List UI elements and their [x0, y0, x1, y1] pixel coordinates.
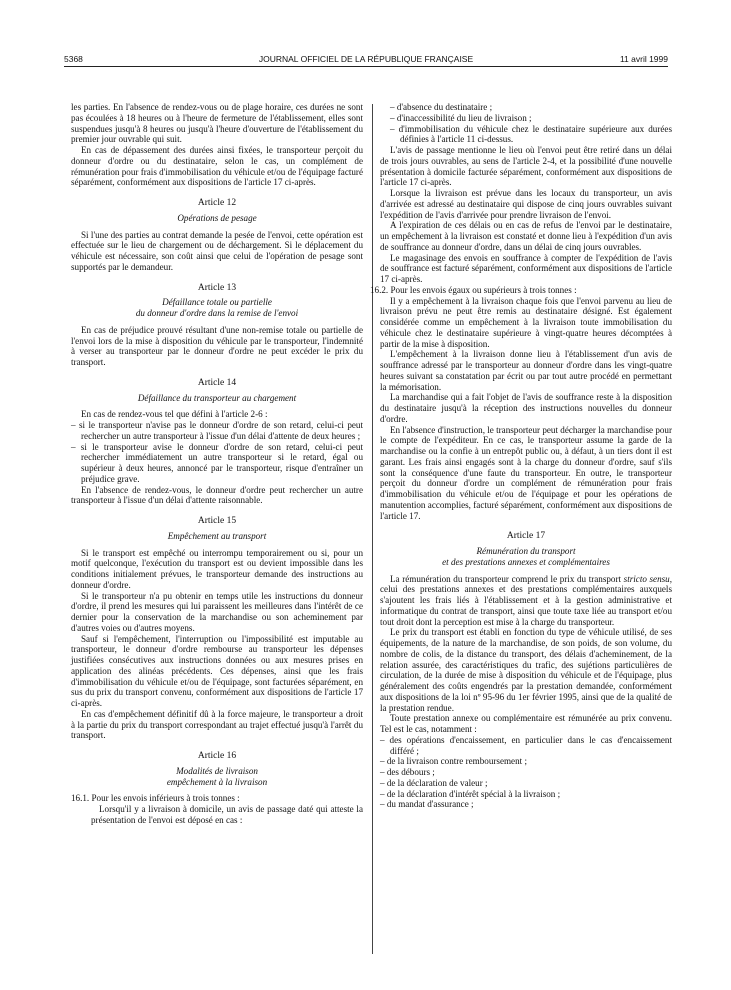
paragraph: L'empêchement à la livraison donne lieu à l'établissement d'un avis de souffrance adressé par le transporteur au donneur d'ordre dans les vingt-quatre heures suivant sa constatation par écrit ou par tout autre procédé en permettant la mémorisation.	[380, 349, 672, 392]
page-number: 5368	[64, 54, 83, 64]
article-heading: Article 12	[197, 198, 237, 208]
paragraph: En cas de préjudice prouvé résultant d'une non-remise totale ou partielle de l'envoi lors de la mise à disposition du véhicule par le transporteur, l'indemnité à verser au transporteur par le donneur d'ordre ne peut excéder le prix du transport.	[71, 324, 363, 367]
left-column	[71, 102, 363, 826]
paragraph: Il y a empêchement à la livraison chaque fois que l'envoi parvenu au lieu de livraison prévu ne peut être remis au destinataire désigné. Est également considérée comme un empêchement à la livraison toute immobilisation du véhicule chez le destinataire supérieure à vingt-quatre heures décomptées à partir de la mise à disposition.	[380, 295, 672, 349]
article-heading: Article 15	[197, 516, 237, 526]
list-item: – d'immobilisation du véhicule chez le destinataire supérieure aux durées définies à l'article 11 ci-dessus.	[390, 123, 672, 145]
paragraph: Lorsque la livraison est prévue dans les locaux du transporteur, un avis d'arrivée est adressé au destinataire qui dispose de cinq jours ouvrables suivant l'expédition de l'avis d'arrivée pour prendre livraison de l'envoi.	[380, 188, 672, 220]
paragraph: les parties. En l'absence de rendez-vous ou de plage horaire, ces durées ne sont pas écoulées à 18 heures ou à l'heure de fermeture de l'établissement, elles sont suspendues jusqu'à 8 heures ou jusqu'à l'heure d'ouverture de l'établissement du premier jour ouvrable qui suit.	[71, 102, 363, 145]
article-subtitle: du donneur d'ordre dans la remise de l'envoi	[135, 308, 299, 318]
text-run: La rémunération du transporteur comprend le prix du transport	[390, 573, 624, 584]
paragraph: A l'expiration de ces délais ou en cas de refus de l'envoi par le destinataire, un empêchement à la livraison est constaté et donne lieu à l'expédition d'un avis de souffrance au donneur d'ordre, dans un délai de cinq jours ouvrables.	[380, 220, 672, 252]
article-subtitle: et des prestations annexes et complémentaires	[442, 556, 610, 567]
list-item: – d'absence du destinataire ;	[390, 102, 493, 112]
list-item: – de la livraison contre remboursement ;	[380, 756, 527, 767]
list-item: – du mandat d'assurance ;	[380, 799, 474, 810]
article-subtitle: Défaillance du transporteur au chargement	[137, 392, 297, 403]
list-item: – de la déclaration de valeur ;	[380, 777, 488, 788]
paragraph: La marchandise qui a fait l'objet de l'avis de souffrance reste à la disposition du destinataire jusqu'à la réception des instructions nouvelles du donneur d'ordre.	[380, 392, 672, 424]
paragraph: Si le transport est empêché ou interrompu temporairement ou si, pour un motif quelconque, l'exécution du transport est ou devient impossible dans les conditions initialement prévues, le transporteur demande des instructions au donneur d'ordre.	[71, 547, 363, 590]
article-subtitle: Rémunération du transport	[476, 546, 576, 556]
article-subtitle: empêchement à la livraison	[166, 776, 268, 787]
article-heading: Article 13	[197, 282, 237, 293]
article-subtitle: Modalités de livraison	[176, 765, 258, 776]
paragraph: Le prix du transport est établi en fonction du type de véhicule utilisé, de ses équipements, de la nature de la marchandise, de son poids, de son volume, du nombre de colis, de la distance du transport, des délais d'acheminement, de la relation assurée, des caractéristiques du trafic, des sujétions particulières de circulation, de la durée de mise à disposition du véhicule et de l'équipage, plus généralement des coûts engendrés par la prestation demandée, conformément aux dispositions de la loi nº 95-96 du 1er février 1995, ainsi que de la qualité de la prestation rendue.	[380, 627, 672, 713]
list-item: – des opérations d'encaissement, en particulier dans le cas d'encaissement différé ;	[380, 734, 672, 756]
paragraph: Le magasinage des envois en souffrance à compter de l'expédition de l'avis de souffrance est facturé séparément, conformément aux dispositions de l'article 17 ci-après.	[380, 252, 672, 284]
paragraph: En l'absence de rendez-vous, le donneur d'ordre peut rechercher un autre transporteur à l'issue d'un délai d'attente raisonnable.	[71, 484, 363, 506]
paragraph	[380, 574, 672, 628]
list-item: – si le transporteur avise le donneur d'ordre de son retard, celui-ci peut rechercher immédiatement un autre transporteur si le retard, égal ou supérieur à deux heures, annoncé par le transporteur, risque d'entraîner un préjudice grave.	[71, 441, 363, 484]
paragraph: L'avis de passage mentionne le lieu où l'envoi peut être retiré dans un délai de trois jours ouvrables, au sens de l'article 2-4, et la possibilité d'une nouvelle présentation à domicile facturée séparément, conformément aux dispositions de l'article 17 ci-après.	[380, 145, 672, 188]
column-divider	[372, 104, 373, 954]
paragraph: 16.2. Pour les envois égaux ou supérieurs à trois tonnes :	[370, 284, 577, 295]
paragraph: En cas d'empêchement définitif dû à la force majeure, le transporteur a droit à la partie du prix du transport correspondant au trajet effectué jusqu'à l'arrêt du transport.	[71, 708, 363, 741]
list-item: – des débours ;	[380, 767, 435, 777]
article-heading: Article 14	[197, 377, 237, 388]
article-heading: Article 17	[506, 531, 546, 542]
list-item: – si le transporteur n'avise pas le donneur d'ordre de son retard, celui-ci peut rechercher un autre transporteur à l'issue d'un délai d'attente de deux heures ;	[71, 420, 363, 441]
paragraph: En cas de dépassement des durées ainsi fixées, le transporteur perçoit du donneur d'ordre ou du destinataire, selon le cas, un complément de rémunération pour frais d'immobilisation du véhicule et/ou de l'équipage facturé séparément, conformément aux dispositions de l'article 17 ci-après.	[71, 145, 363, 188]
list-item: – d'inaccessibilité du lieu de livraison ;	[390, 112, 532, 123]
header-rule	[64, 66, 668, 67]
journal-title: JOURNAL OFFICIEL DE LA RÉPUBLIQUE FRANÇAISE	[258, 54, 474, 64]
paragraph: Lorsqu'il y a livraison à domicile, un avis de passage daté qui atteste la présentation de l'envoi est déposé en cas :	[91, 804, 363, 825]
article-subtitle: Défaillance totale ou partielle	[162, 297, 272, 308]
publication-date: 11 avril 1999	[619, 54, 668, 64]
list-item: – de la déclaration d'intérêt spécial à la livraison ;	[380, 788, 561, 799]
paragraph: Toute prestation annexe ou complémentaire est rémunérée au prix convenu. Tel est le cas, notamment :	[380, 713, 672, 734]
article-subtitle: Opérations de pesage	[177, 212, 257, 223]
paragraph: Si l'une des parties au contrat demande la pesée de l'envoi, cette opération est effectuée sur le lieu de chargement ou de déchargement. Si le déplacement du véhicule est nécessaire, son coût ainsi que celui de l'opération de pesage sont supportés par le demandeur.	[71, 229, 363, 272]
paragraph: 16.1. Pour les envois inférieurs à trois tonnes :	[71, 793, 240, 804]
text-run: celui des prestations annexes et des prestations complémentaires auxquels s'ajoutent les frais liés à l'établissement et à la gestion administrative et informatique du contrat de transport, ainsi que toute taxe liée au transport et/ou tout droit dont la perception est mise à la charge du transporteur.	[380, 584, 672, 627]
right-column	[370, 102, 672, 810]
article-heading: Article 16	[197, 751, 237, 761]
paragraph: En l'absence d'instruction, le transporteur peut décharger la marchandise pour le compte de l'expéditeur. En ce cas, le transporteur assume la garde de la marchandise ou la confie à un entrepôt public ou, à défaut, à un tiers dont il est garant. Les frais ainsi engagés sont à la charge du donneur d'ordre, sauf s'ils sont la conséquence d'une faute du transporteur. En outre, le transporteur perçoit du donneur d'ordre un complément de rémunération pour frais d'immobilisation du véhicule et/ou de l'équipage et pour les opérations de manutention accomplies, facturé séparément, conformément aux dispositions de l'article 17.	[380, 424, 672, 521]
article-subtitle: Empêchement au transport	[167, 530, 267, 541]
paragraph: En cas de rendez-vous tel que défini à l'article 2-6 :	[81, 409, 268, 420]
paragraph: Si le transporteur n'a pu obtenir en temps utile les instructions du donneur d'ordre, il prend les mesures qui lui paraissent les meilleures dans l'intérêt de ce dernier pour la conservation de la marchandise ou son acheminement par d'autres voies ou d'autres moyens.	[71, 590, 363, 633]
emphasis: stricto sensu,	[623, 573, 672, 584]
paragraph: Sauf si l'empêchement, l'interruption ou l'impossibilité est imputable au transporteur, le donneur d'ordre rembourse au transporteur les dépenses justifiées consécutives aux instructions données ou aux mesures prises en application des alinéas précédents. Ces dépenses, ainsi que les frais d'immobilisation du véhicule et/ou de l'équipage, sont facturées séparément, en sus du prix du transport convenu, conformément aux dispositions de l'article 17 ci-après.	[71, 633, 363, 708]
